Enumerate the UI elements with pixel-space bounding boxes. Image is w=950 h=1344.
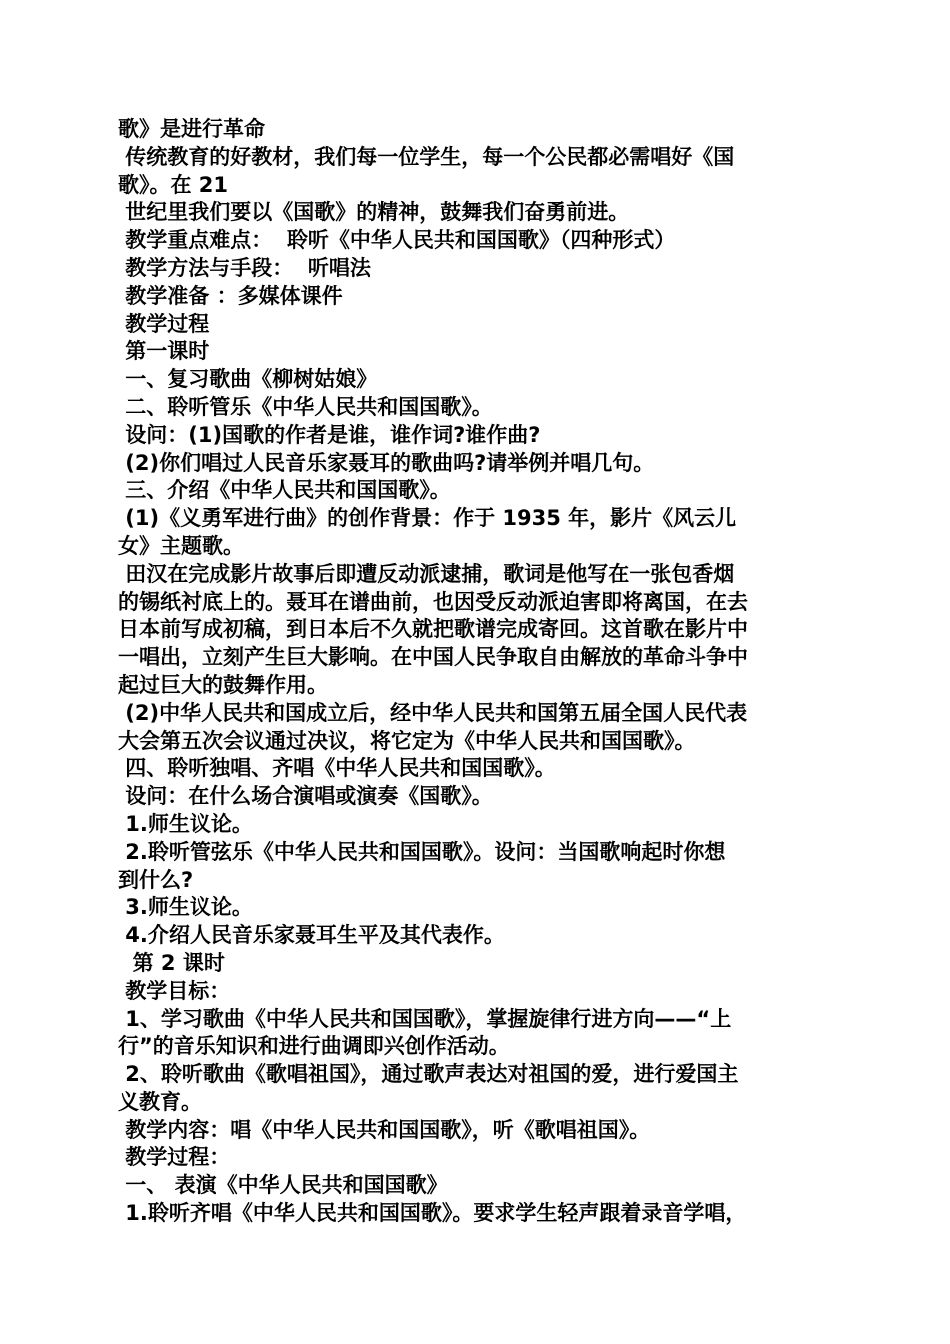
text-line: 设问：(1)国歌的作者是谁，谁作词?谁作曲? xyxy=(118,422,541,447)
text-line: 2.聆听管弦乐《中华人民共和国国歌》。设问：当国歌响起时你想 xyxy=(118,839,726,864)
text-line: 大会第五次会议通过决议，将它定为《中华人民共和国国歌》。 xyxy=(118,728,696,753)
text-line: 一唱出，立刻产生巨大影响。在中国人民争取自由解放的革命斗争中 xyxy=(118,645,748,670)
text-line: 设问：在什么场合演唱或演奏《国歌》。 xyxy=(118,784,493,809)
text-line: 女》主题歌。 xyxy=(118,533,244,558)
text-line: 二、聆听管乐《中华人民共和国国歌》。 xyxy=(118,394,493,419)
text-line: 教学内容：唱《中华人民共和国国歌》，听《歌唱祖国》。 xyxy=(118,1117,651,1142)
text-line: 第 2 课时 xyxy=(118,950,225,975)
text-line: 1.师生议论。 xyxy=(118,811,253,836)
text-line: 传统教育的好教材，我们每一位学生，每一个公民都必需唱好《国 xyxy=(118,144,735,169)
text-line: 第一课时 xyxy=(118,339,210,364)
text-line: 教学重点难点： 聆听《中华人民共和国国歌》（四种形式） xyxy=(118,228,676,253)
text-line: 4.介绍人民音乐家聂耳生平及其代表作。 xyxy=(118,923,505,948)
text-line: 义教育。 xyxy=(118,1089,202,1114)
text-line: (1)《义勇军进行曲》的创作背景：作于 1935 年，影片《风云儿 xyxy=(118,506,737,531)
text-line: 2、聆听歌曲《歌唱祖国》，通过歌声表达对祖国的爱，进行爱国主 xyxy=(118,1062,739,1087)
text-line: 歌》是进行革命 xyxy=(118,117,265,141)
text-line: 起过巨大的鼓舞作用。 xyxy=(118,672,328,697)
text-line: 四、聆听独唱、齐唱《中华人民共和国国歌》。 xyxy=(118,756,556,781)
text-line: 一、 表演《中华人民共和国国歌》 xyxy=(118,1173,448,1198)
text-line: (2)你们唱过人民音乐家聂耳的歌曲吗?请举例并唱几句。 xyxy=(118,450,655,475)
text-line: 行”的音乐知识和进行曲调即兴创作活动。 xyxy=(118,1034,510,1059)
text-line: (2)中华人民共和国成立后，经中华人民共和国第五届全国人民代表 xyxy=(118,700,748,725)
text-line: 世纪里我们要以《国歌》的精神，鼓舞我们奋勇前进。 xyxy=(118,200,630,225)
text-line: 歌》。在 21 xyxy=(118,172,229,197)
text-line: 三、介绍《中华人民共和国国歌》。 xyxy=(118,478,451,503)
text-line: 到什么? xyxy=(118,867,194,892)
text-line: 教学方法与手段： 听唱法 xyxy=(118,255,371,280)
text-line: 教学过程： xyxy=(118,1145,231,1170)
text-line: 教学准备 ：多媒体课件 xyxy=(118,283,343,308)
text-line: 1.聆听齐唱《中华人民共和国国歌》。要求学生轻声跟着录音学唱， xyxy=(118,1201,747,1226)
text-line: 田汉在完成影片故事后即遭反动派逮捕，歌词是他写在一张包香烟 xyxy=(118,561,735,586)
text-line: 1、学习歌曲《中华人民共和国国歌》，掌握旋律行进方向——“上 xyxy=(118,1006,732,1031)
text-line: 教学过程 xyxy=(118,311,210,336)
document-body xyxy=(118,116,838,1228)
text-line: 3.师生议论。 xyxy=(118,895,253,920)
text-line: 的锡纸衬底上的。聂耳在谱曲前，也因受反动派迫害即将离国，在去 xyxy=(118,589,748,614)
text-line: 教学目标： xyxy=(118,978,231,1003)
text-line: 日本前写成初稿，到日本后不久就把歌谱完成寄回。这首歌在影片中 xyxy=(118,617,748,642)
text-line: 一、复习歌曲《柳树姑娘》 xyxy=(118,367,378,392)
